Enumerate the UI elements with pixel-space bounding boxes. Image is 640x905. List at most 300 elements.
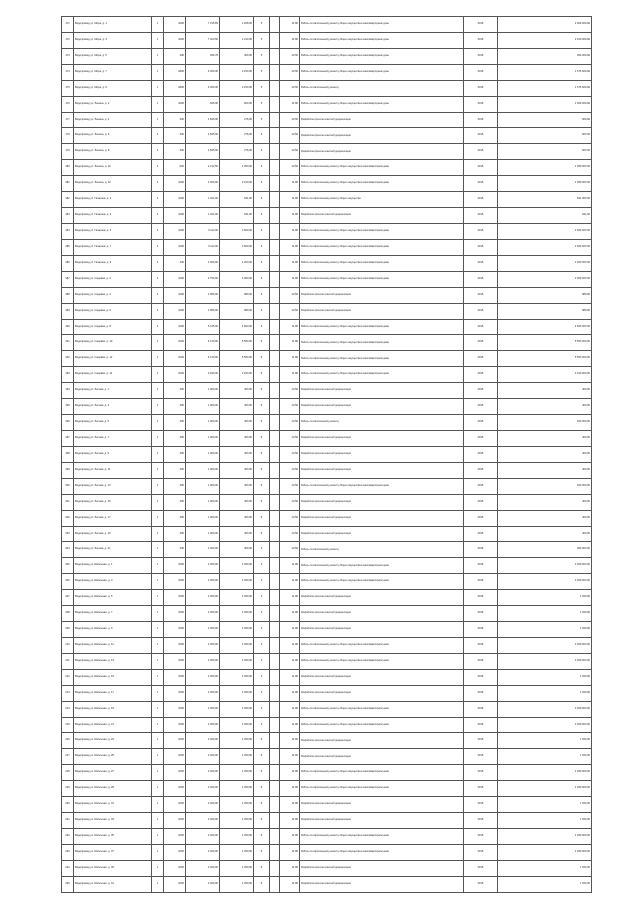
cell-amount: 5 550 000,00 [498,351,592,367]
cell-lit: 1 [152,462,164,478]
cell-c: 10,50 [280,462,300,478]
cell-per: 980,00 [220,287,254,303]
cell-year: 2015 [464,860,498,876]
cell-per: 400,00 [220,446,254,462]
cell-lit: 1 [152,717,164,733]
cell-total: 7 320,50 [186,32,220,48]
cell-per: 1 210,00 [220,32,254,48]
cell-per: 400,00 [220,494,254,510]
cell-note: Разработка проектно-сметной документации [300,399,464,415]
cell-lit: 1 [152,446,164,462]
cell-no: 171 [62,17,74,33]
cell-total: 1 000,00 [186,526,220,542]
cell-year: 2015 [464,542,498,558]
table-row [62,749,592,765]
cell-no: 172 [62,32,74,48]
cell-name: Водопровод ул. Садовая, д. 12 [74,351,152,367]
cell-a: 5 [254,860,270,876]
cell-year: 2015 [464,462,498,478]
cell-name: Водопровод ул. Школьная, д. 5 [74,590,152,606]
cell-name: Водопровод ул. Лесная, д. 17 [74,510,152,526]
cell-a: 5 [254,287,270,303]
cell-year: 2015 [464,717,498,733]
cell-name: Водопровод ул. Мира, д. 9 [74,80,152,96]
cell-c: 11,80 [280,319,300,335]
cell-area: 1000 [164,749,186,765]
table-row [62,446,592,462]
cell-name: Водопровод ул. Школьная, д. 41 [74,876,152,892]
cell-lit: 1 [152,192,164,208]
cell-note: Работы по капитальному ремонту общего имущества в многоквартирном доме [300,829,464,845]
cell-note: Работы по капитальному ремонту общего имущества в многоквартирном доме [300,96,464,112]
cell-year: 2015 [464,590,498,606]
cell-a: 5 [254,733,270,749]
cell-a: 5 [254,367,270,383]
cell-a: 5 [254,96,270,112]
cell-b [270,526,280,542]
cell-a: 5 [254,590,270,606]
cell-per: 3 150,00 [220,64,254,80]
register-table [61,16,592,893]
cell-no: 198 [62,446,74,462]
cell-amount: 1 450 000,00 [498,701,592,717]
cell-lit: 1 [152,415,164,431]
cell-c: 11,80 [280,239,300,255]
cell-b [270,542,280,558]
cell-a: 5 [254,255,270,271]
cell-a: 5 [254,510,270,526]
cell-name: Водопровод ул. Лесная, д. 19 [74,526,152,542]
cell-b [270,494,280,510]
cell-name: Водопровод ул. Гагарина, д. 5 [74,223,152,239]
cell-a: 5 [254,717,270,733]
cell-lit: 1 [152,64,164,80]
cell-b [270,351,280,367]
cell-no: 182 [62,192,74,208]
cell-name: Водопровод ул. Ленина, д. 4 [74,112,152,128]
cell-per: 1 450,00 [220,876,254,892]
cell-a: 5 [254,876,270,892]
cell-lit: 1 [152,829,164,845]
cell-lit: 1 [152,351,164,367]
cell-year: 2015 [464,685,498,701]
cell-area: 1000 [164,303,186,319]
cell-name: Водопровод ул. Школьная, д. 3 [74,574,152,590]
cell-name: Водопровод ул. Школьная, д. 15 [74,669,152,685]
cell-lit: 1 [152,781,164,797]
cell-a: 5 [254,813,270,829]
table-row [62,462,592,478]
table-row [62,829,592,845]
cell-total: 2 450,00 [186,590,220,606]
cell-a: 5 [254,383,270,399]
cell-area: 400 [164,526,186,542]
cell-a: 5 [254,797,270,813]
cell-name: Водопровод ул. Школьная, д. 23 [74,733,152,749]
cell-lit: 1 [152,32,164,48]
cell-year: 2015 [464,813,498,829]
cell-year: 2015 [464,239,498,255]
cell-amount: 1 500 000,00 [498,96,592,112]
cell-per: 276,00 [220,112,254,128]
cell-c: 10,50 [280,510,300,526]
cell-c: 11,80 [280,574,300,590]
cell-total: 2 450,00 [186,653,220,669]
cell-lit: 1 [152,239,164,255]
cell-note: Работы по капитальному ремонту общего имущества в многоквартирном доме [300,637,464,653]
cell-lit: 1 [152,685,164,701]
cell-a: 5 [254,160,270,176]
cell-per: 1 208,00 [220,17,254,33]
cell-per: 980,00 [220,303,254,319]
cell-lit: 1 [152,176,164,192]
table-row [62,208,592,224]
cell-b [270,574,280,590]
cell-no: 197 [62,430,74,446]
table-row [62,478,592,494]
cell-per: 1 450,00 [220,813,254,829]
cell-b [270,223,280,239]
cell-name: Водопровод ул. Садовая, д. 6 [74,303,152,319]
cell-c: 11,80 [280,717,300,733]
cell-lit: 1 [152,733,164,749]
cell-per: 1 450,00 [220,860,254,876]
table-row [62,287,592,303]
cell-total: 625,00 [186,96,220,112]
cell-lit: 1 [152,335,164,351]
cell-note: Разработка проектно-сметной документации [300,112,464,128]
cell-area: 1000 [164,622,186,638]
cell-area: 1000 [164,574,186,590]
cell-name: Водопровод ул. Школьная, д. 27 [74,765,152,781]
cell-note: Работы по капитальному ремонту общего имущества [300,192,464,208]
cell-name: Водопровод ул. Лесная, д. 13 [74,478,152,494]
cell-b [270,271,280,287]
table-row [62,128,592,144]
cell-lit: 1 [152,144,164,160]
cell-a: 5 [254,239,270,255]
cell-area: 300 [164,144,186,160]
cell-no: 176 [62,96,74,112]
cell-a: 5 [254,80,270,96]
cell-name: Водопровод ул. Мира, д. 3 [74,32,152,48]
cell-per: 1 450,00 [220,590,254,606]
cell-area: 1000 [164,208,186,224]
cell-name: Водопровод ул. Ленина, д. 12 [74,176,152,192]
cell-total: 6 470,00 [186,335,220,351]
cell-no: 202 [62,510,74,526]
cell-no: 186 [62,255,74,271]
cell-a: 5 [254,223,270,239]
cell-name: Водопровод ул. Лесная, д. 5 [74,415,152,431]
cell-total: 2 450,00 [186,701,220,717]
cell-a: 5 [254,765,270,781]
cell-per: 641,00 [220,192,254,208]
cell-name: Водопровод ул. Гагарина, д. 1 [74,192,152,208]
cell-a: 5 [254,446,270,462]
cell-a: 5 [254,351,270,367]
cell-year: 2015 [464,478,498,494]
cell-no: 185 [62,239,74,255]
cell-year: 2015 [464,669,498,685]
cell-no: 177 [62,112,74,128]
cell-c: 11,80 [280,590,300,606]
cell-total: 5 415,00 [186,319,220,335]
cell-c: 11,80 [280,32,300,48]
cell-note: Разработка проектно-сметной документации [300,208,464,224]
cell-area: 600 [164,160,186,176]
cell-a: 5 [254,526,270,542]
cell-total: 2 450,00 [186,781,220,797]
cell-total: 1 000,00 [186,399,220,415]
cell-lit: 1 [152,383,164,399]
cell-area: 1000 [164,351,186,367]
cell-area: 400 [164,462,186,478]
cell-c: 11,80 [280,829,300,845]
table-row [62,271,592,287]
cell-a: 5 [254,653,270,669]
cell-per: 641,00 [220,208,254,224]
cell-name: Водопровод ул. Школьная, д. 25 [74,749,152,765]
cell-year: 2015 [464,367,498,383]
cell-c: 11,80 [280,606,300,622]
cell-amount: 1 450 000,00 [498,781,592,797]
cell-a: 5 [254,558,270,574]
cell-per: 400,00 [220,415,254,431]
cell-year: 2015 [464,255,498,271]
cell-year: 2015 [464,653,498,669]
cell-amount: 1 050 000,00 [498,176,592,192]
cell-no: 194 [62,383,74,399]
cell-c: 10,50 [280,415,300,431]
cell-per: 5 550,00 [220,351,254,367]
cell-total: 2 450,00 [186,637,220,653]
cell-amount: 400,00 [498,383,592,399]
cell-area: 1000 [164,829,186,845]
cell-b [270,399,280,415]
table-row [62,399,592,415]
cell-no: 212 [62,669,74,685]
cell-per: 1 450,00 [220,558,254,574]
cell-lit: 1 [152,606,164,622]
cell-area: 1000 [164,685,186,701]
cell-c: 10,50 [280,383,300,399]
cell-per: 276,00 [220,144,254,160]
cell-a: 5 [254,574,270,590]
cell-area: 400 [164,255,186,271]
cell-year: 2015 [464,208,498,224]
cell-lit: 1 [152,860,164,876]
table-row [62,813,592,829]
cell-year: 2015 [464,781,498,797]
cell-name: Водопровод ул. Садовая, д. 2 [74,271,152,287]
cell-no: 191 [62,335,74,351]
cell-note: Разработка проектно-сметной документации [300,303,464,319]
cell-note: Разработка проектно-сметной документации [300,128,464,144]
cell-area: 1000 [164,335,186,351]
cell-note: Работы по капитальному ремонту общего имущества в многоквартирном доме [300,367,464,383]
cell-total: 1 845,00 [186,128,220,144]
cell-year: 2015 [464,510,498,526]
cell-name: Водопровод ул. Лесная, д. 15 [74,494,152,510]
cell-total: 1 042,00 [186,192,220,208]
cell-c: 10,50 [280,446,300,462]
cell-no: 218 [62,765,74,781]
cell-area: 400 [164,542,186,558]
cell-no: 225 [62,876,74,892]
table-row [62,526,592,542]
cell-amount: 500,00 [498,128,592,144]
cell-lit: 1 [152,813,164,829]
cell-c: 11,80 [280,844,300,860]
cell-lit: 1 [152,749,164,765]
table-row [62,637,592,653]
cell-lit: 1 [152,303,164,319]
cell-name: Водопровод ул. Школьная, д. 31 [74,797,152,813]
cell-amount: 500,00 [498,144,592,160]
cell-note: Разработка проектно-сметной документации [300,144,464,160]
table-row [62,844,592,860]
cell-amount: 400 000,00 [498,478,592,494]
cell-total: 2 450,00 [186,606,220,622]
cell-amount: 1 575 000,00 [498,80,592,96]
cell-lit: 1 [152,558,164,574]
cell-c: 11,80 [280,176,300,192]
cell-name: Водопровод ул. Садовая, д. 10 [74,335,152,351]
cell-no: 205 [62,558,74,574]
cell-total: 6 470,00 [186,351,220,367]
cell-note: Разработка проектно-сметной документации [300,526,464,542]
cell-amount: 1 450,00 [498,733,592,749]
cell-per: 1 450,00 [220,669,254,685]
cell-a: 5 [254,144,270,160]
cell-total: 1 000,00 [186,430,220,446]
cell-note: Работы по капитальному ремонту общего имущества в многоквартирном доме [300,176,464,192]
cell-year: 2015 [464,876,498,892]
cell-b [270,446,280,462]
table-row [62,176,592,192]
cell-no: 221 [62,813,74,829]
cell-b [270,287,280,303]
cell-per: 400,00 [220,48,254,64]
cell-area: 1000 [164,701,186,717]
cell-note: Разработка проектно-сметной документации [300,813,464,829]
cell-area: 1000 [164,669,186,685]
cell-b [270,781,280,797]
table-row [62,144,592,160]
table-row [62,255,592,271]
cell-amount: 400 000,00 [498,542,592,558]
cell-per: 500,00 [220,96,254,112]
cell-no: 181 [62,176,74,192]
cell-amount: 400,00 [498,526,592,542]
cell-name: Водопровод ул. Мира, д. 1 [74,17,152,33]
cell-note: Работы по капитальному ремонту общего имущества в многоквартирном доме [300,64,464,80]
cell-no: 215 [62,717,74,733]
cell-amount: 400 000,00 [498,415,592,431]
cell-name: Водопровод ул. Ленина, д. 10 [74,160,152,176]
cell-no: 179 [62,144,74,160]
cell-a: 5 [254,48,270,64]
table-row [62,558,592,574]
cell-area: 400 [164,510,186,526]
cell-no: 209 [62,622,74,638]
cell-amount: 1 050 000,00 [498,160,592,176]
cell-amount: 641 000,00 [498,192,592,208]
cell-area: 400 [164,48,186,64]
cell-b [270,622,280,638]
cell-lit: 1 [152,160,164,176]
table-row [62,669,592,685]
cell-no: 193 [62,367,74,383]
cell-total: 1 980,00 [186,287,220,303]
cell-b [270,462,280,478]
cell-name: Водопровод ул. Садовая, д. 4 [74,287,152,303]
cell-year: 2015 [464,319,498,335]
table-body [62,17,592,893]
cell-lit: 1 [152,255,164,271]
cell-c: 10,50 [280,80,300,96]
cell-amount: 2 000 000,00 [498,17,592,33]
cell-no: 211 [62,653,74,669]
cell-b [270,478,280,494]
cell-year: 2015 [464,446,498,462]
cell-c: 10,50 [280,144,300,160]
cell-year: 2015 [464,606,498,622]
cell-lit: 1 [152,797,164,813]
cell-note: Работы по капитальному ремонту общего имущества в многоквартирном доме [300,223,464,239]
cell-year: 2015 [464,526,498,542]
cell-amount: 1 450,00 [498,876,592,892]
cell-no: 175 [62,80,74,96]
cell-name: Водопровод ул. Школьная, д. 39 [74,860,152,876]
cell-per: 1 450,00 [220,829,254,845]
cell-amount: 400,00 [498,446,592,462]
cell-no: 224 [62,860,74,876]
cell-lit: 1 [152,287,164,303]
cell-amount: 1 450 000,00 [498,717,592,733]
cell-b [270,669,280,685]
cell-amount: 500,00 [498,112,592,128]
table-row [62,160,592,176]
cell-b [270,112,280,128]
cell-amount: 400,00 [498,494,592,510]
table-row [62,192,592,208]
cell-a: 5 [254,303,270,319]
cell-no: 216 [62,733,74,749]
table-row [62,797,592,813]
cell-year: 2015 [464,622,498,638]
cell-b [270,606,280,622]
cell-per: 1 450,00 [220,637,254,653]
cell-note: Работы по капитальному ремонту общего имущества в многоквартирном доме [300,781,464,797]
cell-year: 2015 [464,415,498,431]
cell-amount: 1 450,00 [498,606,592,622]
cell-total: 2 450,00 [186,765,220,781]
cell-a: 5 [254,430,270,446]
cell-area: 1000 [164,319,186,335]
cell-name: Водопровод ул. Лесная, д. 1 [74,383,152,399]
cell-no: 208 [62,606,74,622]
cell-area: 400 [164,494,186,510]
table-row [62,860,592,876]
cell-per: 1 450,00 [220,574,254,590]
cell-c: 11,80 [280,223,300,239]
cell-total: 2 212,50 [186,160,220,176]
cell-note: Разработка проектно-сметной документации [300,685,464,701]
cell-c: 11,80 [280,669,300,685]
cell-amount: 1 450 000,00 [498,558,592,574]
